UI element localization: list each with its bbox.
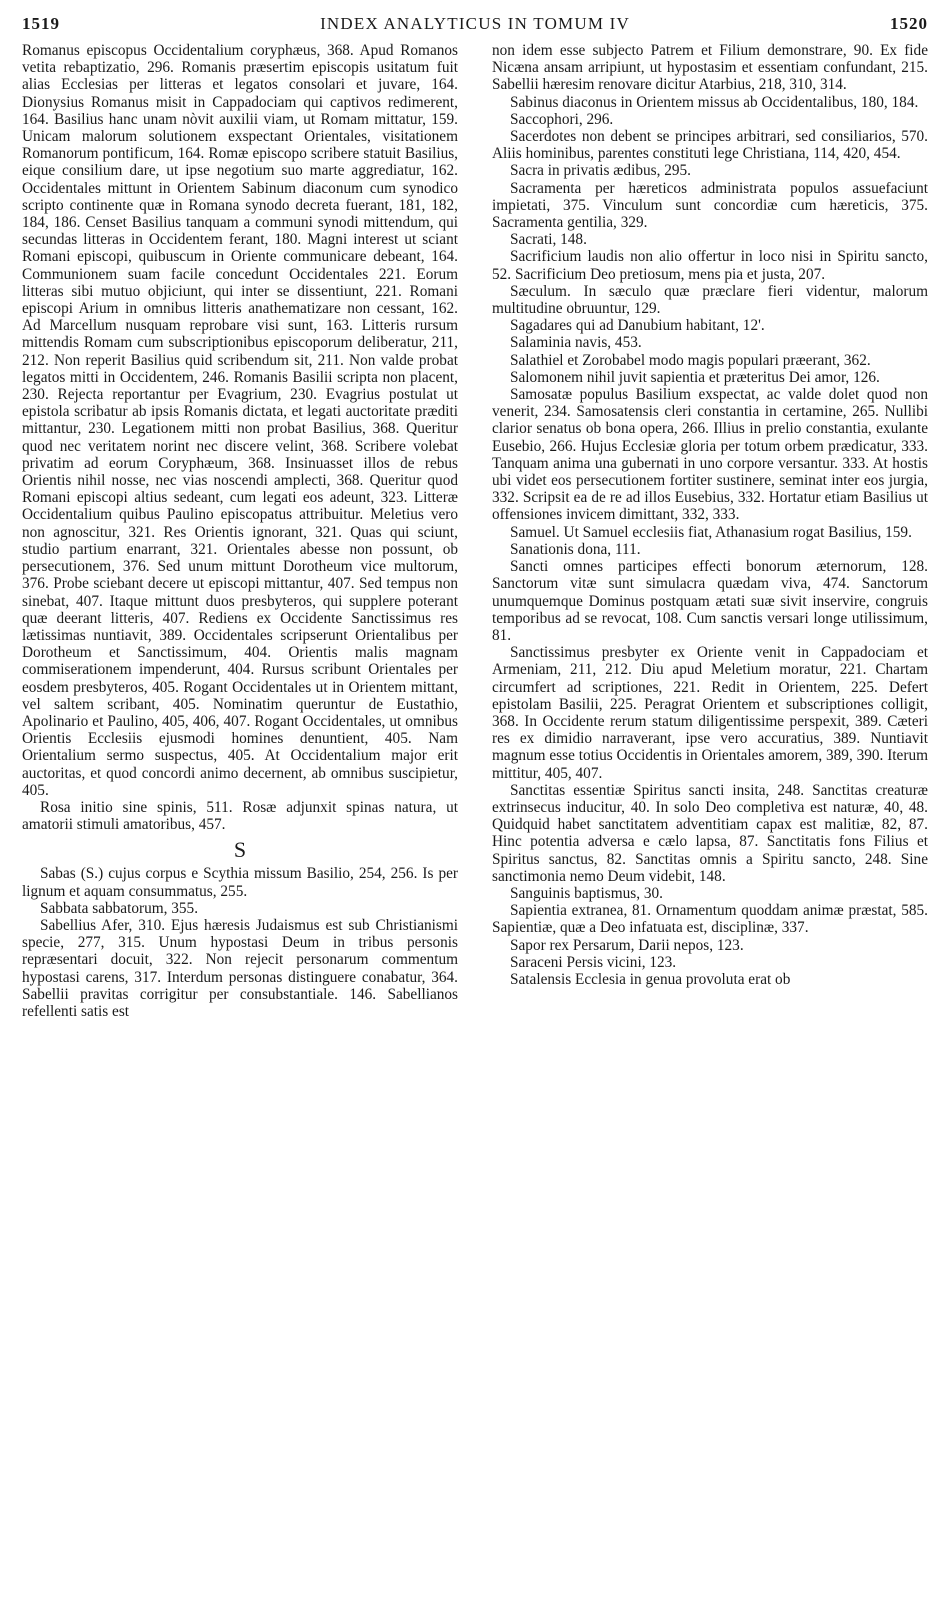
page-title: INDEX ANALYTICUS IN TOMUM IV [320, 14, 630, 33]
running-header [22, 14, 928, 36]
index-entry: Sacerdotes non debent se principes arbitrari, sed consiliarios, 570. Aliis hominibus, parentes constituti lege Christiana, 114, 420, 454. [492, 128, 928, 163]
index-entry: Sanguinis baptismus, 30. [510, 884, 663, 902]
index-entry: Sapor rex Persarum, Darii nepos, 123. [510, 936, 744, 954]
index-entry: Sanctitas essentiæ Spiritus sancti insita, 248. Sanctitas creaturæ extrinsecus inducitur, 40. In solo Deo completiva est naturæ, 40, 48. Quidquid habet sanctitatem adventitiam capax est malitiæ, 82, 87. Hinc potentia adversa e cælo lapsa, 87. Sanctitatis fons Filius et Spiritus sanctus, 82. Sanctitas omnis a Spiritu sancto, 248. Sine sanctimonia nemo Deum videbit, 148. [492, 781, 928, 885]
page-number-right: 1520 [890, 14, 928, 33]
index-entry: Salaminia navis, 453. [510, 334, 642, 352]
index-entry: Samosatæ populus Basilium exspectat, ac valde dolet quod non venerit, 234. Samosatensis cleri constantia in certamine, 265. Nullibi clarior senatus ob bona opera, 266. Illius in prelio constantia, exulante Eusebio, 266. Hujus Ecclesiæ gloria per totum orbem prædicatur, 333. Tanquam anima una gubernati in uno corpore versantur. 333. At hostis ubi videt eos persecutionem fortiter sustinere, seminat inter eos jurgia, 332. Scripsit ea de re ad illos Eusebius, 332. Hortatur etiam Basilius ut offensiones invicem dimittant, 332, 333. [492, 386, 928, 524]
index-entry: non idem esse subjecto Patrem et Filium demonstrare, 90. Ex fide Nicæna ansam arripiunt, ut hypostasim et essentiam confundant, 215. Sabellii hæresim renovare dicitur Atarbius, 218, 310, 314. [492, 42, 928, 94]
index-entry: Samuel. Ut Samuel ecclesiis fiat, Athanasium rogat Basilius, 159. [510, 523, 912, 541]
index-entry: Salomonem nihil juvit sapientia et præteritus Dei amor, 126. [510, 368, 880, 386]
index-entry: Sacrificium laudis non alio offertur in loco nisi in Spiritu sancto, 52. Sacrificium Deo pretiosum, mens pia et justa, 207. [492, 248, 928, 283]
index-entry: Sæculum. In sæculo quæ præclare fieri videntur, malorum multitudine obruuntur, 129. [492, 282, 928, 318]
index-entry: Romanus episcopus Occidentalium coryphæus, 368. Apud Romanos vetita rebaptizatio, 296. Romanis præsertim episcopis usitatum fuit alias Ecclesias per litteras et legatos consolari et juvare, 164. Dionysius Romanus misit in Cappadociam qui captivos redimerent, 164. Basilius hanc unam nòvit auxilii viam, ut Romam mittatur, 159. Unicam malorum solutionem exspectant Orientales, visitationem Romanorum pontificum, 164. Romæ episcopo scribere statuit Basilius, eique consilium dare, ut ipse negotium suo marte aggrediatur, 162. Occidentales mittunt in Orientem Sabinum diaconum cum synodico scripto continente quæ in Romana synodo decreta fuerant, 181, 182, 184, 186. Censet Basilius tanquam a communi synodi mittendum, qui secundas litteras in Occidentem ferant, 180. Magni interest ut sciant Romani episcopi, quibuscum in Oriente communicare debeant, 164. Communionem suam facile concedunt Occidentales 221. Eorum litteras sibi mutuo objiciunt, qui inter se dissentiunt, 221. Romani episcopi Arium in omnibus litteris anathematizare non cessant, 162. Ad Marcellum nusquam reprobare visi sunt, 163. Litteris rursum mittendis Romam cum subscriptionibus episcoporum deliberatur, 211, 212. Non reperit Basilius quid scribendum sit, 211. Non valde probat legatos mitti in Occidentem, 246. Romanis Basilii scripta non placent, 230. Rejecta reportantur per Evagrium, 230. Evagrius postulat ut epistola scribatur ab ipsis Romanis dictata, et legati auctoritate præditi mittantur, 230. Legationem mitti non probat Basilius, 368. Queritur quod nec veritatem norint nec discere velint, 368. Scribere volebat privatim ad eorum Coryphæum, 368. Insinuasset illos de rebus Orientis nihil nosse, nec vias noscendi amplecti, 368. Queritur quod Romani episcopi altius sedeant, cum legati eos adeunt, 323. Litteræ Occidentalium quibus Paulino episcopatus attribuitur. Meletius vero non agnoscitur, 321. Res Orientis ignorant, 321. Quas qui sciunt, studio partium enarrant, 321. Orientales abesse non possunt, ob persecutionem, 376. Sed unum mittunt Dorotheum vice multorum, 376. Probe sciebant decere ut episcopi mittantur, 407. Sed tempus non sinebat, 407. Itaque mittunt duos presbyteros, qui supplere poterant quæ deerant litteris, 407. Rediens ex Occidente Sanctissimus res lætissimas nuntiavit, 389. Occidentales scripserunt Orientalibus per Dorotheum et Sanctissimum, 404. Orientis malis magnam commiserationem impenderunt, 404. Rursus scribunt Orientales per eosdem presbyteros, 405. Rogant Occidentales ut in Orientem mittant, vel saltem scribant, 405. Nominatim queruntur de Eustathio, Apolinario et Paulino, 405, 406, 407. Rogant Occidentales, ut omnibus Orientis Ecclesiis ejusmodi homines denuntient, 405. Nam Orientalium sermo suspectus, 405. At Occidentalium major erit auctoritas, et quod concordi animo decernent, ab omnibus suscipietur, 405. [22, 42, 458, 799]
index-entry: Sabbata sabbatorum, 355. [40, 899, 199, 917]
page-number-left: 1519 [22, 14, 60, 33]
index-entry: Sanctissimus presbyter ex Oriente venit in Cappadociam et Armeniam, 211, 212. Diu apud Meletium moratur, 221. Chartam circumfert ad scriptiones, 221. Redit in Orientem, 225. Defert epistolam Basilii, 225. Peragrat Orientem et subscriptiones colligit, 368. In Occidente rerum statum diligentissime perspexit, 389. Cæteri res ex dimidio narraverant, ipse vero accuratius, 389. Nuntiavit magnum esse totius Occidentis in Orientales amorem, 389, 390. Iterum mittitur, 405, 407. [492, 644, 928, 782]
index-entry: Sacra in privatis ædibus, 295. [510, 162, 691, 180]
right-column [492, 42, 928, 1020]
left-column [22, 42, 458, 1020]
index-entry: Saccophori, 296. [510, 110, 614, 128]
index-entry: Sacrati, 148. [510, 231, 587, 249]
index-entry: Rosa initio sine spinis, 511. Rosæ adjunxit spinas natura, ut amatorii stimuli amatoribus, 457. [22, 798, 458, 834]
index-entry: Saraceni Persis vicini, 123. [510, 953, 677, 971]
index-entry: Sapientia extranea, 81. Ornamentum quoddam animæ præstat, 585. Sapientiæ, quæ a Deo infatuata est, disciplinæ, 337. [492, 902, 928, 937]
index-entry: Sabinus diaconus in Orientem missus ab Occidentalibus, 180, 184. [510, 93, 919, 111]
index-entry: Sanationis dona, 111. [510, 540, 641, 558]
index-entry: Sabellius Afer, 310. Ejus hæresis Judaismus est sub Christianismi specie, 277, 315. Unum hypostasi Deum in tribus personis repræsentari docuit, 322. Non rejecit personarum commentum hypostasi carens, 317. Interdum personas distinguere conabatur, 364. Sabellii pravitas corrigitur per consubstantiale. 146. Sabellianos refellenti satis est [22, 916, 458, 1020]
index-entry: Sancti omnes participes effecti bonorum æternorum, 128. Sanctorum vitæ sunt simulacra quædam viva, 474. Sanctorum unumquemque Dominus postquam ætati suæ sivit inservire, congruis temporibus ad se revocat, 108. Cum sanctis versari longe utilissimum, 81. [492, 558, 928, 644]
index-entry: Sabas (S.) cujus corpus e Scythia missum Basilio, 254, 256. Is per lignum et aquam consummatus, 255. [22, 865, 458, 900]
index-entry: Salathiel et Zorobabel modo magis populari præerant, 362. [510, 351, 871, 369]
index-entry: Sacramenta per hæreticos administrata populos assuefaciunt impietati, 375. Vinculum sunt concordiæ cum hæreticis, 375. Sacramenta gentilia, 329. [492, 179, 928, 232]
index-entry: Sagadares qui ad Danubium habitant, 12'. [510, 317, 765, 335]
section-letter: S [233, 837, 247, 863]
index-entry: Satalensis Ecclesia in genua provoluta erat ob [510, 970, 791, 988]
two-column-body [22, 42, 928, 1020]
